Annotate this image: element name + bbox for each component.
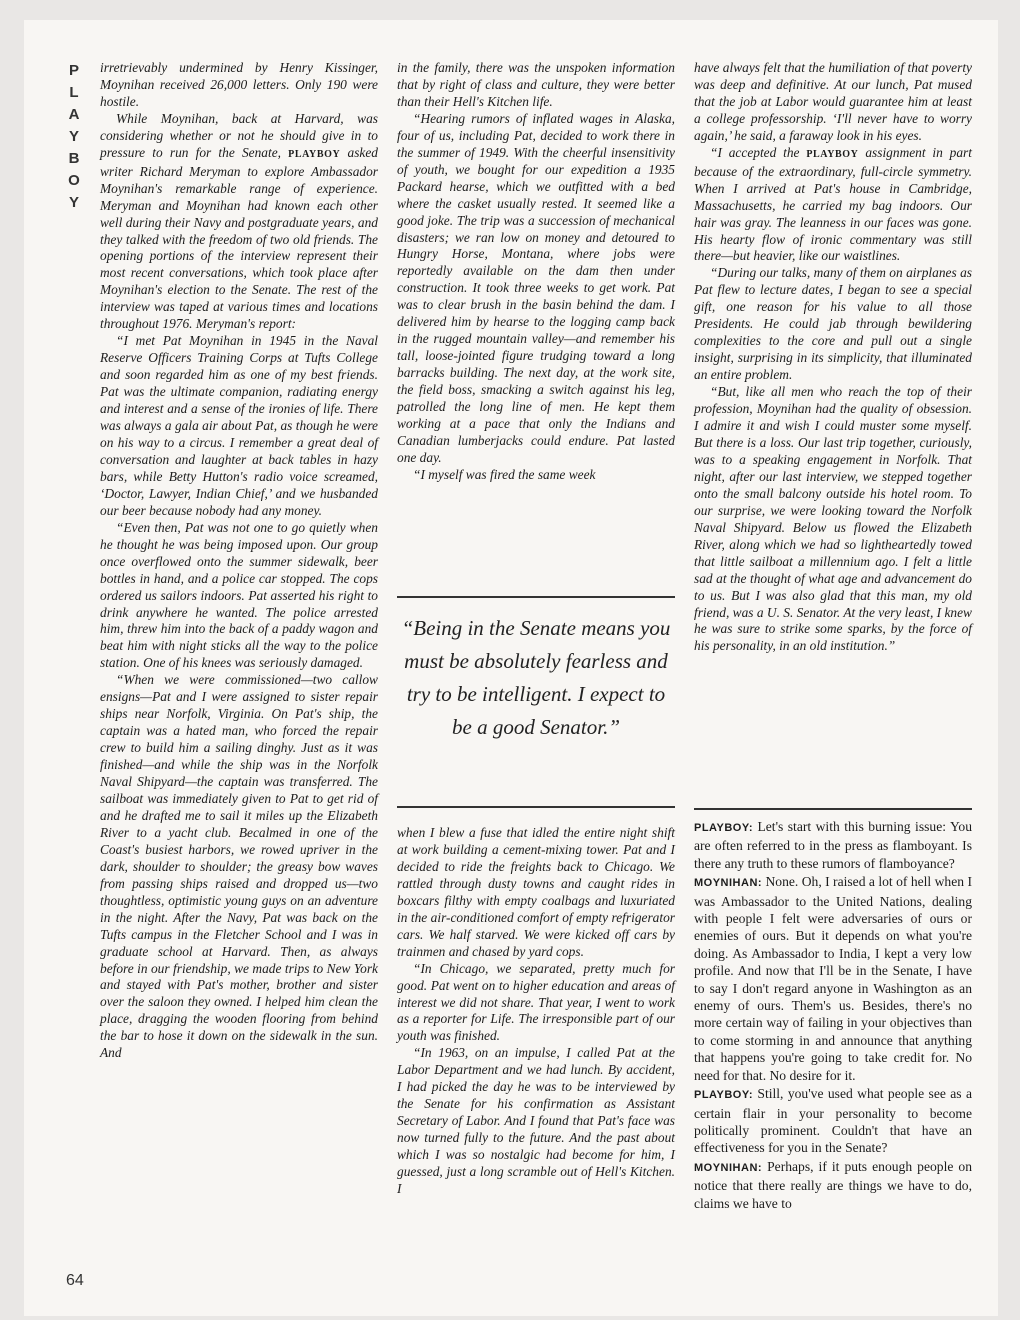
masthead-letter: P xyxy=(68,62,81,79)
qa-text: Let's start with this burning issue: You are often referred to in the press as flamboyant. Is there any truth to these rumors of flamboyance? xyxy=(694,819,972,871)
paragraph: “When we were commissioned—two callow ensigns—Pat and I were assigned to sister repair ships near Norfolk, Virginia. On Pat's ship, the captain was a hated man, who forced the repair crew to build him a sailing dinghy. Just as it was finished—and while the ship was in the Norfolk Naval Shipyard—the captain was transferred. The sailboat was immediately given to Pat to get rid of and he drafted me to sail it miles up the Elizabeth River to a yacht club. Becalmed in one of the Coast's busiest harbors, we rowed upriver in the dark, shoulder to shoulder; the greasy bow waves from passing ships raised and dropped us—two thoughtless, optimistic young guys on an adventure in the night. After the Navy, Pat was back on the Tufts campus in the Fletcher School and I was in graduate school at Harvard. Then, as always before in our friendship, we made trips to New York and stayed with Pat's mother, brother and sister over the saloon they owned. I helped him clean the place, dragging the wooden flooring from behind the bar to hose it down on the sidewalk in the sun. And xyxy=(100,672,378,1061)
paragraph: While Moynihan, back at Harvard, was considering whether or not he should give in to pressure to run for the Senate, PLAYBOY asked writer Richard Meryman to explore Ambassador Moynihan's remarkable range of experience. Meryman and Moynihan had known each other well during their Navy and postgraduate years, and they talked with the freedom of two old friends. The opening portions of the interview represent their most recent conversations, which took place after Moynihan's election to the Senate. The rest of the interview was taped at various times and locations throughout 1976. Meryman's report: xyxy=(100,110,378,332)
section-divider xyxy=(694,808,972,810)
column-2-bottom xyxy=(397,825,675,1198)
paragraph: when I blew a fuse that idled the entire night shift at work building a cement-mixing tower. Pat and I decided to ride the freights back to Chicago. We rattled through dusty towns and caught rides in boxcars filthy with empty coalbags and luxuriated in the air-conditioned comfort of empty refrigerator cars. We half starved. We were kicked off cars by trainmen and chased by yard cops. xyxy=(397,825,675,959)
speaker-label: MOYNIHAN: xyxy=(694,1161,763,1174)
qa-entry xyxy=(694,818,972,872)
paragraph: in the family, there was the unspoken information that by right of class and culture, they were better than their Hell's Kitchen life. xyxy=(397,60,675,109)
paragraph: irretrievably undermined by Henry Kissinger, Moynihan received 26,000 letters. Only 190 were hostile. xyxy=(100,60,378,109)
column-3 xyxy=(694,60,972,655)
speaker-label: PLAYBOY: xyxy=(694,822,754,834)
page-number: 64 xyxy=(66,1272,84,1289)
paragraph: “In Chicago, we separated, pretty much for good. Pat went on to higher education and areas of interest we did not share. That year, I went to work as a reporter for Life. The irresponsible part of our youth was finished. xyxy=(397,960,675,1044)
paragraph: “Hearing rumors of inflated wages in Alaska, four of us, including Pat, decided to work there in the summer of 1949. With the cheerful insensitivity of youth, we bought for our expedition a 1935 Packard hearse, which we outfitted with a bed where the casket usually rested. It seemed like a good joke. The trip was a succession of mechanical disasters; we ran low on money and detoured to Hungry Horse, Montana, where jobs were reportedly available on the dam then under construction. It took three weeks to get work. Pat was to clear brush in the basin behind the dam. I delivered him by hearse to the logging camp back in the rugged mountain valley—and remember his tall, loose-jointed figure trudging toward a long barracks building. The next day, at the work site, the field boss, smacking a switch against his leg, patrolled the long line of men. He kept them working at a pace that only the Indians and Canadian lumberjacks could endure. Pat lasted one day. xyxy=(397,110,675,465)
pull-quote: “Being in the Senate means you must be absolutely fearless and try to be intelligent. I expect to be a good Senator.” xyxy=(397,596,675,808)
paragraph: “I met Pat Moynihan in 1945 in the Naval Reserve Officers Training Corps at Tufts College and soon regarded him as one of my best friends. Pat was the ultimate companion, radiating energy and interest and a sense of the ironies of life. There was always a gala air about Pat, as though he were on his way to a circus. I remember a great deal of conversation and laughter at back tables in hazy bars, while Betty Hutton's radio voice screamed, ‘Doctor, Lawyer, Indian Chief,’ and we husbanded our beer because nobody had any money. xyxy=(100,333,378,518)
masthead-letter: Y xyxy=(68,128,81,145)
masthead-letter: A xyxy=(68,106,82,123)
column-1 xyxy=(100,60,378,1062)
paragraph: “Even then, Pat was not one to go quietly when he thought he was being imposed upon. Our group once overflowed onto the summer sidewalk, beer bottles in hand, and a police car stopped. The cops ordered us sailors indoors. Pat asserted his right to drink anywhere he wanted. The police arrested him, threw him into the back of a paddy wagon and beat him with night sticks all the way to the police station. One of his knees was seriously damaged. xyxy=(100,519,378,671)
paragraph: have always felt that the humiliation of that poverty was deep and definitive. At our lunch, Pat mused that the job at Labor would guarantee him at least a college professorship. ‘I'll never have to worry again,’ he said, a faraway look in his eyes. xyxy=(694,60,972,143)
masthead-letter: L xyxy=(69,84,81,101)
masthead-letter: Y xyxy=(68,194,81,211)
paragraph: “I accepted the PLAYBOY assignment in part because of the extraordinary, full-circle symmetry. When I arrived at Pat's house in Cambridge, Massachusetts, he carried my bag indoors. Our hair was gray. The leanness in our faces was gone. His hearty flow of ironic commentary was still there—but heavier, like our waistlines. xyxy=(694,144,972,264)
playboy-smallcaps: PLAYBOY xyxy=(806,148,859,160)
qa-text: None. Oh, I raised a lot of hell when I was Ambassador to the United Nations, dealing with people I felt were adversaries of ours or enemies of ours. But it depends on what you're doing. As Ambassador to India, I kept a very low profile. And now that I'll be in the Senate, I have to say I don't regard anyone in Washington as an enemy of ours. Them's us. Besides, there's no more certain way of failing in your objectives than to come storming in and announce that anything that happens you're going to take credit for. No need for that. No desire for it. xyxy=(694,874,972,1083)
paragraph: “I myself was fired the same week xyxy=(413,466,596,482)
speaker-label: PLAYBOY: xyxy=(694,1089,754,1102)
paragraph: “In 1963, on an impulse, I called Pat at the Labor Department and we had lunch. By accident, I had picked the day he was to be interviewed by the Senate for his confirmation as Assistant Secretary of Labor. And I found that Pat's face was now turned fully to the future. And the past about which I was so nostalgic had become for him, I guessed, just a long scramble out of Hell's Kitchen. I xyxy=(397,1045,675,1197)
playboy-smallcaps: PLAYBOY xyxy=(288,148,341,160)
qa-text: Still, you've used what people see as a certain flair in your personality to become politically prominent. Couldn't that have an effectiveness for you in the Senate? xyxy=(694,1086,972,1156)
interview-qa xyxy=(694,818,972,1213)
qa-text: Perhaps, if it puts enough people on notice that there really are things we have to do, claims we have to xyxy=(694,1158,972,1211)
masthead-letter: O xyxy=(68,172,82,189)
paragraph: “During our talks, many of them on airplanes as Pat flew to lecture dates, I began to see a special gift, one reason for his value to all those Presidents. He could jab through bewildering complexities to the core and pull out a single insight, surprising in its simplicity, that illuminated an entire problem. xyxy=(694,265,972,383)
column-2-top xyxy=(397,60,675,484)
qa-entry xyxy=(694,873,972,1084)
qa-entry xyxy=(694,1085,972,1157)
qa-entry xyxy=(694,1158,972,1212)
masthead-letter: B xyxy=(68,150,82,167)
playboy-side-masthead xyxy=(64,60,86,214)
speaker-label: MOYNIHAN: xyxy=(694,877,763,890)
paragraph: “But, like all men who reach the top of their profession, Moynihan had the quality of obsession. I admire it and wish I could muster some myself. But there is a loss. Our last trip together, curiously, was to a speaking engagement in Norfolk. That night, after our last interview, we stepped together onto the small balcony outside his hotel room. To our surprise, we were looking toward the Norfolk Naval Shipyard. Below us flowed the Elizabeth River, along which we had so lightheartedly towed that little sailboat a millennium ago. I felt a little sad at the thought of what age and advancement do to us. But I was also glad that this man, my old friend, was a U. S. Senator. At the very least, I knew he was sure to strike some sparks, by the force of his personality, in an old institution.” xyxy=(694,384,972,654)
